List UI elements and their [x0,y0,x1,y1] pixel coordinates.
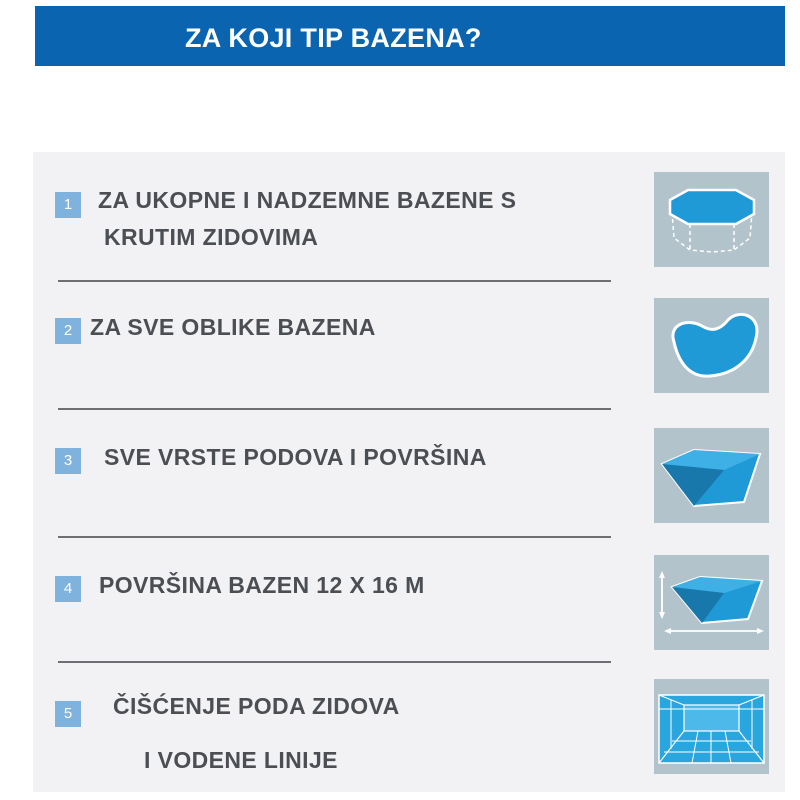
page-title: ZA KOJI TIP BAZENA? [185,23,482,53]
pool-dimensions-icon [654,555,769,650]
item-label-line: ZA SVE OBLIKE BAZENA [90,314,376,340]
header-banner [35,6,785,66]
sloped-floor-pool-icon [654,428,769,523]
divider [58,536,611,538]
divider [58,408,611,410]
item-label-line: I VODENE LINIJE [144,747,338,773]
pool-interior-waterline-icon [654,679,769,774]
divider [58,661,611,663]
item-number-badge: 2 [55,318,81,344]
octagonal-pool-icon [654,172,769,267]
item-number-badge: 4 [55,576,81,602]
item-number-badge: 1 [55,192,81,218]
item-label-line: ZA UKOPNE I NADZEMNE BAZENE S [98,187,517,213]
item-label-line: KRUTIM ZIDOVIMA [104,224,319,250]
item-label-line: ČIŠĆENJE PODA ZIDOVA [113,693,400,719]
item-label-line: POVRŠINA BAZEN 12 X 16 M [99,572,425,598]
divider [58,280,611,282]
kidney-pool-icon [654,298,769,393]
item-number-badge: 5 [55,701,81,727]
item-label-line: SVE VRSTE PODOVA I POVRŠINA [104,444,487,470]
item-number-badge: 3 [55,448,81,474]
